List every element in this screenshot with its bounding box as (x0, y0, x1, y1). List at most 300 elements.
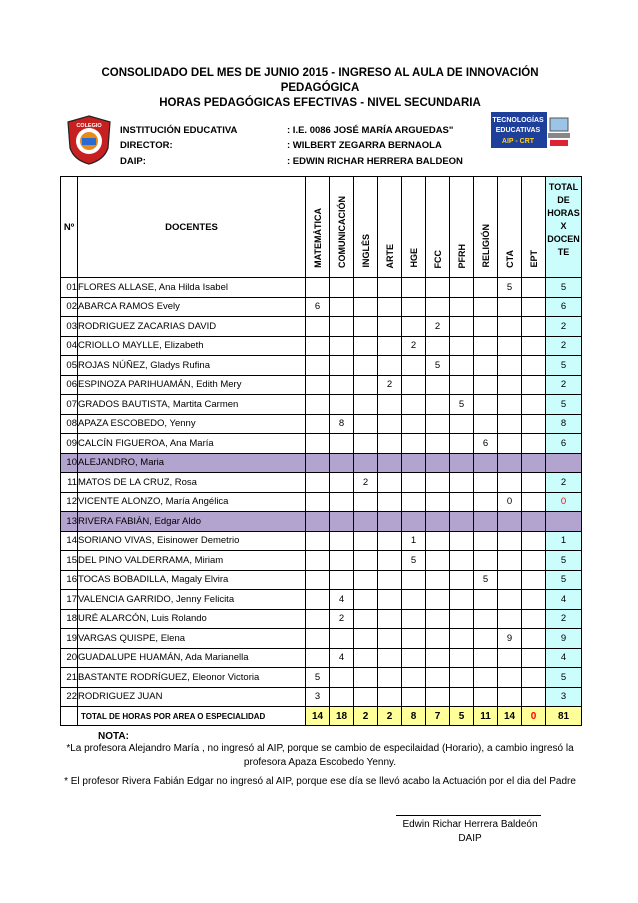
hours-cell (378, 434, 402, 454)
hours-cell (450, 609, 474, 629)
hours-cell (474, 278, 498, 298)
hours-cell (426, 668, 450, 688)
hours-cell (354, 434, 378, 454)
note-2: * El profesor Rivera Fabián Edgar no ingresó al AIP, porque ese día se llevó acabo la Actuación por el dia del Padre (64, 776, 576, 787)
teacher-name: GRADOS BAUTISTA, Martita Carmen (78, 395, 306, 415)
hours-cell (306, 336, 330, 356)
row-number: 16 (61, 570, 78, 590)
school-seal-logo (64, 114, 114, 166)
hours-cell (522, 590, 546, 610)
row-total: 5 (546, 395, 582, 415)
hours-cell (426, 609, 450, 629)
row-total: 5 (546, 570, 582, 590)
hours-cell (330, 356, 354, 376)
hours-cell: 5 (450, 395, 474, 415)
hours-cell (306, 356, 330, 376)
hours-cell (522, 629, 546, 649)
hours-cell (354, 297, 378, 317)
hours-cell (402, 687, 426, 707)
hours-cell (330, 375, 354, 395)
hours-cell (450, 668, 474, 688)
hours-cell (330, 512, 354, 532)
hours-cell (474, 609, 498, 629)
row-number: 17 (61, 590, 78, 610)
hours-cell (522, 512, 546, 532)
hours-cell (378, 356, 402, 376)
hours-cell (402, 434, 426, 454)
hours-cell (522, 551, 546, 571)
row-total: 2 (546, 317, 582, 337)
hours-cell (450, 453, 474, 473)
row-total: 9 (546, 629, 582, 649)
hours-cell (522, 317, 546, 337)
hours-cell (306, 629, 330, 649)
hours-cell (330, 687, 354, 707)
hours-cell (498, 687, 522, 707)
hours-cell (378, 336, 402, 356)
teacher-name: CALCÍN FIGUEROA, Ana María (78, 434, 306, 454)
table-row (61, 492, 582, 512)
hours-cell (426, 512, 450, 532)
row-number: 19 (61, 629, 78, 649)
subject-total: 18 (330, 707, 354, 726)
hours-cell: 5 (426, 356, 450, 376)
hours-cell (522, 297, 546, 317)
teacher-name: VICENTE ALONZO, María Angélica (78, 492, 306, 512)
hours-cell (450, 434, 474, 454)
row-number: 05 (61, 356, 78, 376)
teacher-name: TOCAS BOBADILLA, Magaly Elvira (78, 570, 306, 590)
totals-row (61, 707, 582, 726)
subject-total: 14 (498, 707, 522, 726)
table-row (61, 473, 582, 493)
table-row (61, 278, 582, 298)
table-row (61, 629, 582, 649)
hours-cell (426, 551, 450, 571)
hours-cell: 2 (426, 317, 450, 337)
hours-cell (474, 531, 498, 551)
hours-cell (378, 453, 402, 473)
hours-cell (426, 434, 450, 454)
table-row (61, 453, 582, 473)
hours-cell (402, 356, 426, 376)
hours-cell (498, 609, 522, 629)
director-value: : WILBERT ZEGARRA BERNAOLA (287, 140, 442, 151)
hours-cell (426, 414, 450, 434)
row-number: 08 (61, 414, 78, 434)
hours-cell (426, 453, 450, 473)
hours-cell (354, 395, 378, 415)
hours-cell (354, 570, 378, 590)
row-number: 13 (61, 512, 78, 532)
hours-cell (498, 453, 522, 473)
row-total: 5 (546, 668, 582, 688)
hours-cell (426, 336, 450, 356)
hours-cell (330, 297, 354, 317)
row-number: 21 (61, 668, 78, 688)
hours-cell: 2 (354, 473, 378, 493)
header-subject: PFRH (450, 177, 474, 278)
subject-total: 2 (354, 707, 378, 726)
table-row (61, 375, 582, 395)
teacher-name: RODRIGUEZ JUAN (78, 687, 306, 707)
hours-cell (306, 512, 330, 532)
hours-cell (354, 609, 378, 629)
hours-cell (306, 414, 330, 434)
hours-cell (522, 356, 546, 376)
teacher-name: MATOS DE LA CRUZ, Rosa (78, 473, 306, 493)
hours-cell (474, 687, 498, 707)
hours-cell (522, 531, 546, 551)
hours-cell (306, 551, 330, 571)
table-row (61, 434, 582, 454)
table-row (61, 590, 582, 610)
hours-cell (498, 356, 522, 376)
table-row (61, 551, 582, 571)
hours-cell (354, 551, 378, 571)
header-subject: ARTE (378, 177, 402, 278)
institution-value: : I.E. 0086 JOSÉ MARÍA ARGUEDAS" (287, 125, 454, 136)
hours-cell (378, 512, 402, 532)
hours-cell (474, 551, 498, 571)
hours-cell: 6 (474, 434, 498, 454)
row-number: 20 (61, 648, 78, 668)
hours-cell (498, 668, 522, 688)
row-number: 11 (61, 473, 78, 493)
hours-cell (450, 648, 474, 668)
hours-cell (354, 531, 378, 551)
hours-cell (354, 492, 378, 512)
hours-cell (450, 687, 474, 707)
row-total: 3 (546, 687, 582, 707)
hours-cell (354, 278, 378, 298)
hours-cell (498, 297, 522, 317)
hours-cell (330, 492, 354, 512)
header-subject: EPT (522, 177, 546, 278)
table-row (61, 356, 582, 376)
hours-cell: 3 (306, 687, 330, 707)
hours-cell (498, 570, 522, 590)
hours-cell (522, 414, 546, 434)
hours-cell (426, 629, 450, 649)
teacher-name: BASTANTE RODRÍGUEZ, Eleonor Victoria (78, 668, 306, 688)
hours-cell (378, 297, 402, 317)
svg-text:TECNOLOGÍAS: TECNOLOGÍAS (492, 117, 544, 124)
hours-cell (330, 317, 354, 337)
title-line-1: CONSOLIDADO DEL MES DE JUNIO 2015 - INGRESO AL AULA DE INNOVACIÓN (101, 67, 539, 79)
hours-cell (426, 648, 450, 668)
hours-cell (306, 492, 330, 512)
hours-cell (330, 551, 354, 571)
header-docentes: DOCENTES (78, 177, 306, 278)
hours-cell (450, 551, 474, 571)
row-total: 5 (546, 551, 582, 571)
hours-cell (450, 570, 474, 590)
teacher-name: VARGAS QUISPE, Elena (78, 629, 306, 649)
hours-cell (498, 414, 522, 434)
row-number: 06 (61, 375, 78, 395)
hours-cell (402, 590, 426, 610)
subject-total: 8 (402, 707, 426, 726)
hours-cell (474, 473, 498, 493)
hours-cell (354, 375, 378, 395)
hours-cell (450, 414, 474, 434)
hours-cell (354, 648, 378, 668)
hours-cell (426, 570, 450, 590)
hours-cell (378, 648, 402, 668)
hours-cell (330, 336, 354, 356)
hours-cell (474, 590, 498, 610)
hours-cell (450, 375, 474, 395)
row-number: 02 (61, 297, 78, 317)
hours-cell (402, 278, 426, 298)
hours-cell (354, 414, 378, 434)
hours-cell (474, 395, 498, 415)
table-row (61, 336, 582, 356)
subject-total: 2 (378, 707, 402, 726)
signature-name: Edwin Richar Herrera Baldeón (402, 819, 538, 830)
hours-cell (306, 434, 330, 454)
title-line-2: PEDAGÓGICA (280, 82, 360, 94)
teacher-name: ALEJANDRO, Maria (78, 453, 306, 473)
hours-cell (378, 687, 402, 707)
hours-cell (450, 590, 474, 610)
hours-cell (354, 629, 378, 649)
hours-cell (522, 609, 546, 629)
row-number: 12 (61, 492, 78, 512)
hours-cell (522, 570, 546, 590)
row-number: 04 (61, 336, 78, 356)
seal-text: COLEGIO (76, 123, 102, 129)
hours-cell (450, 336, 474, 356)
table-row (61, 668, 582, 688)
hours-cell (498, 434, 522, 454)
hours-cell (426, 687, 450, 707)
hours-cell (354, 336, 378, 356)
hours-cell: 5 (402, 551, 426, 571)
hours-cell (306, 473, 330, 493)
hours-cell (402, 473, 426, 493)
hours-cell (402, 648, 426, 668)
hours-cell (330, 395, 354, 415)
row-total (546, 453, 582, 473)
subject-total: 7 (426, 707, 450, 726)
hours-cell (498, 336, 522, 356)
hours-cell (426, 531, 450, 551)
hours-cell (474, 453, 498, 473)
hours-cell (426, 297, 450, 317)
teacher-name: ABARCA RAMOS Evely (78, 297, 306, 317)
hours-cell (354, 590, 378, 610)
aip-crt-logo (490, 110, 570, 152)
hours-cell: 4 (330, 648, 354, 668)
hours-cell (426, 590, 450, 610)
hours-cell: 5 (498, 278, 522, 298)
subject-total: 14 (306, 707, 330, 726)
hours-cell (402, 414, 426, 434)
hours-cell (450, 512, 474, 532)
header-total: TOTAL DE HORAS X DOCEN TE (546, 177, 582, 278)
row-total: 5 (546, 278, 582, 298)
hours-cell (330, 668, 354, 688)
hours-cell (498, 551, 522, 571)
hours-cell (306, 590, 330, 610)
hours-cell (378, 414, 402, 434)
hours-cell (354, 687, 378, 707)
header-subject: COMUNICACIÓN (330, 177, 354, 278)
hours-cell (402, 629, 426, 649)
hours-cell (402, 395, 426, 415)
table-row (61, 609, 582, 629)
header-no: Nº (61, 177, 78, 278)
hours-cell (330, 434, 354, 454)
hours-cell (450, 356, 474, 376)
hours-cell (306, 609, 330, 629)
teacher-name: ESPINOZA PARIHUAMÁN, Edith Mery (78, 375, 306, 395)
hours-cell (450, 492, 474, 512)
row-total: 0 (546, 492, 582, 512)
hours-cell (426, 473, 450, 493)
row-total: 2 (546, 336, 582, 356)
hours-cell (522, 434, 546, 454)
hours-cell (354, 356, 378, 376)
svg-text:EDUCATIVAS: EDUCATIVAS (495, 127, 541, 134)
row-number: 09 (61, 434, 78, 454)
teacher-name: VALENCIA GARRIDO, Jenny Felicita (78, 590, 306, 610)
hours-cell (498, 590, 522, 610)
hours-cell (474, 356, 498, 376)
hours-cell (474, 375, 498, 395)
row-total: 8 (546, 414, 582, 434)
hours-cell (522, 687, 546, 707)
hours-cell (378, 278, 402, 298)
director-label: DIRECTOR: (120, 140, 173, 151)
subject-total: 0 (522, 707, 546, 726)
hours-cell (354, 317, 378, 337)
hours-cell (522, 336, 546, 356)
hours-cell (378, 395, 402, 415)
hours-cell (450, 317, 474, 337)
hours-cell: 2 (378, 375, 402, 395)
hours-cell (402, 570, 426, 590)
hours-cell (378, 668, 402, 688)
signature-role: DAIP (458, 833, 482, 844)
hours-cell: 8 (330, 414, 354, 434)
subject-total: 5 (450, 707, 474, 726)
hours-cell (402, 492, 426, 512)
hours-cell (306, 570, 330, 590)
row-total: 6 (546, 434, 582, 454)
hours-cell (402, 317, 426, 337)
row-total: 2 (546, 609, 582, 629)
hours-cell (498, 512, 522, 532)
hours-cell (378, 492, 402, 512)
table-row (61, 531, 582, 551)
hours-cell (450, 297, 474, 317)
teacher-name: DEL PINO VALDERRAMA, Miriam (78, 551, 306, 571)
hours-cell: 5 (474, 570, 498, 590)
hours-cell (306, 278, 330, 298)
institution-label: INSTITUCIÓN EDUCATIVA (120, 125, 238, 136)
hours-cell (330, 278, 354, 298)
hours-cell (330, 473, 354, 493)
signature-line (396, 815, 541, 816)
grand-total: 81 (546, 707, 582, 726)
hours-cell (330, 453, 354, 473)
hours-cell (426, 492, 450, 512)
teacher-name: RODRIGUEZ ZACARIAS DAVID (78, 317, 306, 337)
row-total: 5 (546, 356, 582, 376)
hours-cell: 1 (402, 531, 426, 551)
hours-cell (498, 395, 522, 415)
row-total: 1 (546, 531, 582, 551)
daip-label: DAIP: (120, 156, 146, 167)
teacher-name: CRIOLLO MAYLLE, Elizabeth (78, 336, 306, 356)
table-row (61, 297, 582, 317)
hours-cell (330, 629, 354, 649)
hours-cell (378, 570, 402, 590)
table-row (61, 317, 582, 337)
hours-cell (378, 317, 402, 337)
hours-cell (426, 395, 450, 415)
hours-cell (378, 629, 402, 649)
hours-cell (498, 648, 522, 668)
table-row (61, 648, 582, 668)
hours-cell (378, 590, 402, 610)
hours-cell (474, 414, 498, 434)
hours-cell (402, 512, 426, 532)
table-row (61, 512, 582, 532)
row-total: 6 (546, 297, 582, 317)
hours-cell: 9 (498, 629, 522, 649)
hours-cell (378, 551, 402, 571)
row-number: 03 (61, 317, 78, 337)
row-number: 14 (61, 531, 78, 551)
hours-table (60, 176, 582, 726)
hours-cell: 6 (306, 297, 330, 317)
teacher-name: SORIANO VIVAS, Eisinower Demetrio (78, 531, 306, 551)
hours-cell (330, 531, 354, 551)
hours-cell (354, 453, 378, 473)
subject-total: 11 (474, 707, 498, 726)
header-subject: CTA (498, 177, 522, 278)
hours-cell (306, 317, 330, 337)
hours-cell (306, 395, 330, 415)
hours-cell (426, 375, 450, 395)
hours-cell: 4 (330, 590, 354, 610)
header-subject: HGE (402, 177, 426, 278)
hours-cell (354, 512, 378, 532)
header-subject: FCC (426, 177, 450, 278)
hours-cell (402, 609, 426, 629)
row-number: 18 (61, 609, 78, 629)
table-row (61, 395, 582, 415)
hours-cell: 2 (330, 609, 354, 629)
hours-cell (378, 609, 402, 629)
hours-cell (450, 278, 474, 298)
row-number: 01 (61, 278, 78, 298)
hours-cell (474, 629, 498, 649)
hours-cell: 2 (402, 336, 426, 356)
hours-cell: 0 (498, 492, 522, 512)
note-heading: NOTA: (98, 731, 129, 742)
table-row (61, 687, 582, 707)
hours-cell (474, 492, 498, 512)
hours-cell (354, 668, 378, 688)
row-number: 10 (61, 453, 78, 473)
hours-cell (330, 570, 354, 590)
teacher-name: APAZA ESCOBEDO, Yenny (78, 414, 306, 434)
